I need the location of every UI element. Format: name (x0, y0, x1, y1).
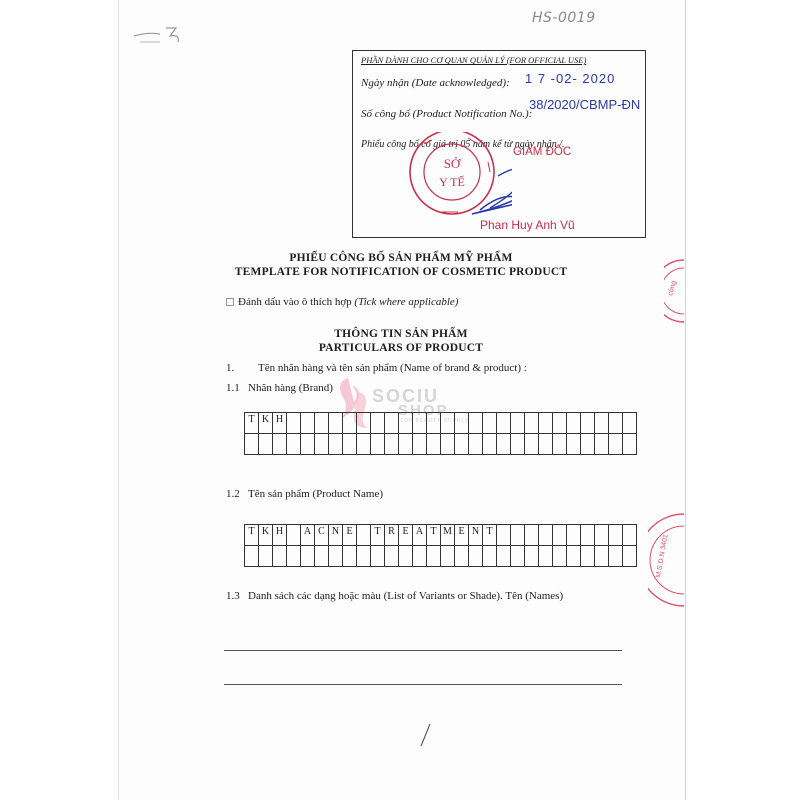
product-grid-cell: N (469, 525, 483, 546)
product-grid-cell (259, 546, 273, 567)
product-grid-cell (609, 525, 623, 546)
brand-grid-cell (245, 434, 259, 455)
brand-grid-cell: H (273, 413, 287, 434)
product-grid-cell (539, 525, 553, 546)
brand-grid-row (245, 434, 637, 455)
product-grid-cell (371, 546, 385, 567)
product-name-grid (244, 524, 637, 567)
product-grid-cell: T (483, 525, 497, 546)
product-grid-cell (595, 546, 609, 567)
product-grid-cell: M (441, 525, 455, 546)
product-grid-cell (623, 525, 637, 546)
item-1-3-label: Danh sách các dạng hoặc màu (List of Variants or Shade). Tên (Names) (248, 590, 564, 602)
product-grid-cell (595, 525, 609, 546)
tick-note (226, 296, 458, 308)
product-grid-cell: T (371, 525, 385, 546)
item-1-1-label: Nhãn hàng (Brand) (248, 382, 333, 394)
brand-grid-cell (553, 413, 567, 434)
signer-name: Phan Huy Anh Vũ (480, 218, 575, 232)
notification-number-value: 38/2020/CBMP-ĐN (529, 97, 641, 112)
product-grid-cell (329, 546, 343, 567)
item-1-2-label: Tên sản phẩm (Product Name) (248, 488, 384, 500)
brand-grid-cell (385, 413, 399, 434)
product-grid-cell (413, 546, 427, 567)
brand-grid-cell (343, 434, 357, 455)
brand-grid-cell (357, 413, 371, 434)
brand-grid-cell (511, 413, 525, 434)
brand-grid-cell (287, 413, 301, 434)
brand-grid-cell (413, 434, 427, 455)
item-1-1-number: 1.1 (226, 382, 240, 394)
product-grid-cell (343, 546, 357, 567)
side-stamp-upper-text: công (667, 280, 678, 297)
product-grid-cell: T (427, 525, 441, 546)
date-acknowledged-label: Ngày nhận (Date acknowledged): (361, 77, 510, 89)
brand-grid-cell: K (259, 413, 273, 434)
product-grid-cell: R (385, 525, 399, 546)
variants-line-1 (224, 650, 622, 651)
product-grid-cell (581, 525, 595, 546)
product-grid-cell: C (315, 525, 329, 546)
product-grid-cell (315, 546, 329, 567)
item-1-2-number: 1.2 (226, 488, 240, 500)
product-grid-cell (511, 525, 525, 546)
brand-grid-cell (553, 434, 567, 455)
tick-note-en: (Tick where applicable) (354, 296, 459, 308)
brand-grid-cell (385, 434, 399, 455)
handwritten-mark (130, 18, 192, 46)
validity-text: Phiếu công bố có giá trị 05 năm kể từ ngày nhận /. (361, 139, 565, 150)
product-grid-cell (497, 525, 511, 546)
item-1-3-number: 1.3 (226, 590, 240, 602)
date-acknowledged-value: 1 7 -02- 2020 (525, 71, 616, 86)
brand-grid-cell (469, 434, 483, 455)
product-grid-cell (553, 546, 567, 567)
brand-grid-cell (595, 413, 609, 434)
brand-grid-cell (609, 413, 623, 434)
brand-grid-cell (259, 434, 273, 455)
checkbox-icon (226, 298, 234, 306)
brand-grid-cell: T (245, 413, 259, 434)
brand-grid-cell (539, 413, 553, 434)
brand-grid-cell (427, 413, 441, 434)
notification-number-label: Số công bố (Product Notification No.): (361, 108, 533, 120)
brand-grid-cell (483, 434, 497, 455)
brand-grid-cell (623, 434, 637, 455)
brand-grid-cell (427, 434, 441, 455)
brand-grid-cell (469, 413, 483, 434)
stamp-bottom-text: Y TẾ (439, 175, 465, 189)
brand-grid-cell (329, 434, 343, 455)
brand-grid-cell (301, 434, 315, 455)
product-grid-cell (539, 546, 553, 567)
brand-grid-cell (581, 413, 595, 434)
section-title-vi: THÔNG TIN SẢN PHẨM (334, 328, 468, 340)
variants-line-2 (224, 684, 622, 685)
brand-grid-cell (525, 434, 539, 455)
brand-grid-cell (623, 413, 637, 434)
handwritten-code: HS-0019 (532, 10, 596, 26)
item-1-label: Tên nhãn hàng và tên sản phẩm (Name of brand & product) : (258, 362, 527, 374)
product-grid-cell (357, 546, 371, 567)
watermark-line-2: SHOP (398, 402, 449, 419)
brand-grid-cell (539, 434, 553, 455)
brand-grid-cell (399, 413, 413, 434)
product-grid-row (245, 525, 637, 546)
product-grid-cell (511, 546, 525, 567)
product-grid-cell (245, 546, 259, 567)
pen-mark (418, 722, 432, 748)
item-1-number: 1. (226, 362, 235, 374)
official-box-header: PHẦN DÀNH CHO CƠ QUAN QUẢN LÝ (FOR OFFICIAL USE) (361, 55, 587, 65)
brand-grid-cell (497, 413, 511, 434)
product-grid-cell (287, 546, 301, 567)
product-grid-cell (497, 546, 511, 567)
brand-grid-cell (609, 434, 623, 455)
product-grid-cell (469, 546, 483, 567)
product-grid-cell (287, 525, 301, 546)
product-grid-cell (553, 525, 567, 546)
product-grid-cell: T (245, 525, 259, 546)
brand-grid-cell (357, 434, 371, 455)
product-grid-cell (525, 546, 539, 567)
product-grid-cell: E (399, 525, 413, 546)
brand-grid-cell (511, 434, 525, 455)
product-grid-cell (525, 525, 539, 546)
product-grid-cell: A (413, 525, 427, 546)
brand-grid-cell (483, 413, 497, 434)
brand-grid-cell (343, 413, 357, 434)
watermark-tagline: TOP BEAUTY SUPPLY (400, 418, 470, 424)
product-grid-cell (273, 546, 287, 567)
form-title-vi: PHIẾU CÔNG BỐ SẢN PHẨM MỸ PHẨM (289, 252, 513, 264)
brand-grid-cell (329, 413, 343, 434)
brand-grid-cell (273, 434, 287, 455)
brand-grid-cell (567, 434, 581, 455)
brand-grid-cell (301, 413, 315, 434)
brand-grid-cell (595, 434, 609, 455)
stamp-top-text: SỞ (443, 156, 461, 171)
brand-grid-cell (371, 413, 385, 434)
product-grid-cell (455, 546, 469, 567)
watermark-line-1: SOCIU (372, 386, 440, 406)
product-grid-cell: H (273, 525, 287, 546)
form-title-en: TEMPLATE FOR NOTIFICATION OF COSMETIC PRODUCT (234, 266, 568, 278)
brand-grid-cell (525, 413, 539, 434)
product-grid-cell (357, 525, 371, 546)
product-grid-cell (623, 546, 637, 567)
brand-grid-cell (441, 434, 455, 455)
tick-note-vi: Đánh dấu vào ô thích hợp (238, 296, 352, 308)
brand-grid-cell (455, 413, 469, 434)
brand-grid-cell (581, 434, 595, 455)
product-grid-cell (567, 546, 581, 567)
brand-grid-cell (455, 434, 469, 455)
brand-grid-cell (567, 413, 581, 434)
brand-grid (244, 412, 637, 455)
brand-grid-row (245, 413, 637, 434)
product-grid-cell: E (455, 525, 469, 546)
section-title-en: PARTICULARS OF PRODUCT (318, 342, 484, 354)
product-grid-cell: N (329, 525, 343, 546)
product-grid-cell (567, 525, 581, 546)
product-grid-cell (301, 546, 315, 567)
brand-grid-cell (287, 434, 301, 455)
brand-grid-cell (413, 413, 427, 434)
product-grid-cell (581, 546, 595, 567)
brand-grid-cell (315, 434, 329, 455)
product-grid-cell (483, 546, 497, 567)
brand-grid-cell (441, 413, 455, 434)
product-grid-cell: A (301, 525, 315, 546)
signer-title: GIÁM ĐỐC (513, 146, 572, 158)
brand-grid-cell (497, 434, 511, 455)
side-stamp-lower-text: M.S.D.N 3401 (655, 533, 670, 579)
product-grid-cell: K (259, 525, 273, 546)
side-stamp-upper (664, 258, 684, 324)
product-grid-cell (427, 546, 441, 567)
side-stamp-lower (648, 512, 684, 608)
product-grid-cell (399, 546, 413, 567)
product-grid-cell (385, 546, 399, 567)
product-grid-cell: E (343, 525, 357, 546)
brand-grid-cell (399, 434, 413, 455)
brand-grid-cell (315, 413, 329, 434)
product-grid-row (245, 546, 637, 567)
product-grid-cell (441, 546, 455, 567)
brand-grid-cell (371, 434, 385, 455)
product-grid-cell (609, 546, 623, 567)
